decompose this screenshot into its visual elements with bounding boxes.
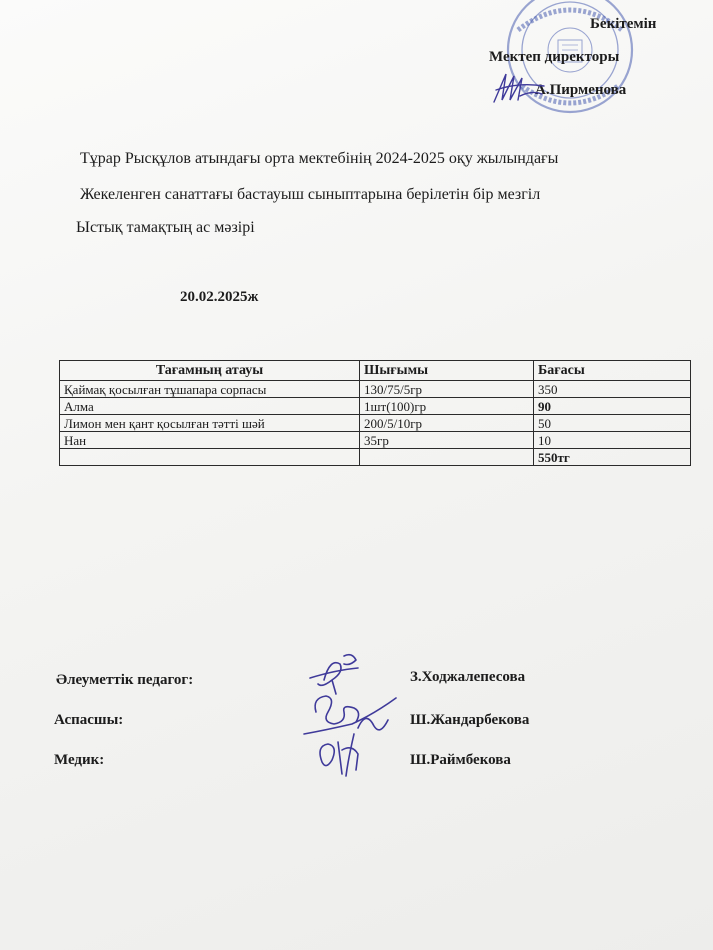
menu-table	[59, 360, 691, 466]
heading-line-3: Ыстық тамақтың ас мәзірі	[76, 219, 255, 236]
signer-role-cook: Аспасшы:	[54, 712, 124, 728]
col-header-price: Бағасы	[534, 361, 691, 381]
table-row	[60, 381, 691, 398]
total-empty-cell	[360, 449, 534, 466]
dish-yield: 130/75/5гр	[360, 381, 534, 398]
signer-role-social-pedagogue: Әлеуметтік педагог:	[56, 672, 194, 688]
approval-role: Мектеп директоры	[489, 49, 620, 65]
dish-name: Алма	[60, 398, 360, 415]
total-empty-cell	[60, 449, 360, 466]
heading-line-1: Тұрар Рысқұлов атындағы орта мектебінің 2024-2025 оқу жылындағы	[80, 150, 559, 167]
col-header-dish: Тағамның атауы	[60, 361, 360, 381]
dish-yield: 1шт(100)гр	[360, 398, 534, 415]
menu-header-row	[60, 361, 691, 381]
dish-price: 350	[534, 381, 691, 398]
signer-name-cook: Ш.Жандарбекова	[410, 712, 530, 728]
dish-name: Лимон мен қант қосылған тәтті шәй	[60, 415, 360, 432]
signer-role-medic: Медик:	[54, 752, 105, 768]
signer-name-social-pedagogue: З.Ходжалепесова	[410, 669, 526, 685]
signer-name-medic: Ш.Раймбекова	[410, 752, 511, 768]
dish-price: 50	[534, 415, 691, 432]
dish-name: Нан	[60, 432, 360, 449]
director-signature	[492, 72, 550, 104]
dish-yield: 200/5/10гр	[360, 415, 534, 432]
table-row	[60, 432, 691, 449]
heading-line-2: Жекеленген санаттағы бастауыш сыныптарына берілетін бір мезгіл	[80, 186, 541, 203]
handwritten-signatures	[296, 650, 406, 785]
table-row	[60, 398, 691, 415]
approval-name: А.Пирменова	[535, 82, 627, 98]
total-price: 550тг	[534, 449, 691, 466]
dish-yield: 35гр	[360, 432, 534, 449]
approval-title: Бекітемін	[590, 16, 657, 32]
dish-price: 10	[534, 432, 691, 449]
document-date: 20.02.2025ж	[180, 289, 259, 305]
dish-price: 90	[534, 398, 691, 415]
table-row	[60, 415, 691, 432]
col-header-yield: Шығымы	[360, 361, 534, 381]
dish-name: Қаймақ қосылған тұшапара сорпасы	[60, 381, 360, 398]
total-row	[60, 449, 691, 466]
